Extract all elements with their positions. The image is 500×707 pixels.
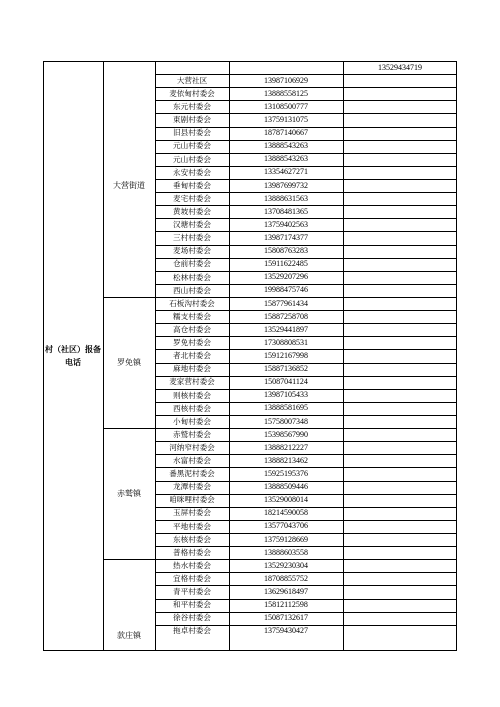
village-name: 宜格村委会 (173, 574, 211, 584)
phone-number: 13577043706 (264, 521, 308, 531)
village-name: 大营社区 (176, 75, 208, 85)
phone-number: 13888558125 (264, 88, 308, 98)
town-name: 款庄镇 (117, 631, 141, 640)
village-name: 普格村委会 (173, 547, 211, 557)
village-name: 和平村委会 (173, 600, 211, 610)
phone-number: 15887136852 (264, 364, 308, 374)
phone-number: 15808763283 (264, 246, 308, 256)
table-border-right (456, 61, 457, 651)
phone-number: 13529008014 (264, 495, 308, 505)
village-name: 平地村委会 (173, 521, 211, 531)
phone-number: 13759131075 (264, 114, 308, 124)
phone-number: 19988475746 (264, 285, 308, 295)
phone-number: 13888581695 (264, 403, 308, 413)
group-line (103, 559, 155, 560)
phone-number: 13354627271 (264, 167, 308, 177)
phone-number: 13987105433 (264, 390, 308, 400)
village-name: 麻地村委会 (173, 364, 211, 374)
village-name: 徐谷村委会 (173, 613, 211, 623)
phone-number: 13888631563 (264, 193, 308, 203)
phone-number: 13759430427 (264, 626, 308, 636)
village-name: 小甸村委会 (173, 416, 211, 426)
phone-number: 13529230304 (264, 560, 308, 570)
village-name: 黄坡村委会 (173, 206, 211, 216)
table-border-bottom (43, 650, 457, 651)
column-line (343, 61, 344, 651)
phone-number: 13529441897 (264, 324, 308, 334)
village-name: 咱咪哩村委会 (169, 495, 215, 505)
phone-number: 13759402563 (264, 219, 308, 229)
town-name: 罗免镇 (117, 357, 141, 367)
phone-number: 18214590058 (264, 508, 308, 518)
village-name: 青平村委会 (173, 587, 211, 597)
village-name: 旧县村委会 (173, 128, 211, 138)
phone-number: 13888509446 (264, 482, 308, 492)
village-name: 高仓村委会 (173, 324, 211, 334)
phone-number: 15812112598 (264, 600, 308, 610)
village-name: 龙潭村委会 (173, 482, 211, 492)
village-name: 仓前村委会 (173, 259, 211, 269)
phone-number: 15398567990 (264, 429, 308, 439)
phone-number: 13888543263 (264, 141, 308, 151)
phone-number: 13888603558 (264, 547, 308, 557)
village-name: 番黑泥村委会 (169, 469, 215, 479)
village-name: 麦依甸村委会 (169, 88, 215, 98)
phone-number: 13708481365 (264, 206, 308, 216)
village-name: 玉屏村委会 (173, 508, 211, 518)
phone-number: 15877961434 (264, 298, 308, 308)
village-name: 东核村委会 (173, 534, 211, 544)
phone-number: 15912167998 (264, 350, 308, 360)
village-name: 松林村委会 (173, 272, 211, 282)
phone-number: 13987106929 (264, 75, 308, 85)
phone-number: 13529207296 (264, 272, 308, 282)
village-name: 西核村委会 (173, 403, 211, 413)
phone-number: 15087041124 (264, 377, 308, 387)
phone-number: 13888543263 (264, 154, 308, 164)
village-name: 垂甸村委会 (173, 180, 211, 190)
village-name: 水富村委会 (173, 456, 211, 466)
village-name: 者北村委会 (173, 351, 211, 361)
phone-number: 18787140667 (264, 128, 308, 138)
village-name: 罗免村委会 (173, 338, 211, 348)
village-name: 拖卓村委会 (173, 626, 211, 636)
village-name: 东元村委会 (173, 102, 211, 112)
village-name: 糯支村委会 (173, 311, 211, 321)
village-name: 元山村委会 (173, 141, 211, 151)
village-name: 麦家营村委会 (169, 377, 215, 387)
town-name: 大营街道 (113, 180, 145, 190)
village-name: 石板沟村委会 (169, 298, 215, 308)
phone-number: 13108500777 (264, 101, 308, 111)
phone-number: 13888213462 (264, 455, 308, 465)
phone-number: 17308808531 (264, 337, 308, 347)
village-name: 汉塘村委会 (173, 220, 211, 230)
village-name: 则核村委会 (173, 390, 211, 400)
phone-number: 15887258708 (264, 311, 308, 321)
village-name: 元山村委会 (173, 154, 211, 164)
village-name: 麦宅村委会 (173, 193, 211, 203)
village-name: 永安村委会 (173, 167, 211, 177)
village-name: 三村村委会 (173, 233, 211, 243)
village-name: 麦场村委会 (173, 246, 211, 256)
village-name: 热水村委会 (173, 560, 211, 570)
phone-number: 13888212227 (264, 442, 308, 452)
phone-number: 15925195376 (264, 468, 308, 478)
phone-number: 15911622485 (264, 259, 308, 269)
category-label: 村（社区）报备电话 (45, 344, 101, 367)
phone-number: 13987174377 (264, 232, 308, 242)
village-name: 河纳窄村委会 (169, 442, 215, 452)
phone-number: 13987699732 (264, 180, 308, 190)
phone-number: 18708855752 (264, 573, 308, 583)
village-name: 西山村委会 (173, 285, 211, 295)
phone-number: 13629618497 (264, 586, 308, 596)
contact-table (43, 61, 457, 651)
phone-number: 15758007348 (264, 416, 308, 426)
phone-number: 15087132617 (264, 613, 308, 623)
phone-number: 13529434719 (378, 62, 422, 72)
village-name: 赤鹫村委会 (173, 429, 211, 439)
village-name: 東剧村委会 (173, 115, 211, 125)
phone-number: 13759128669 (264, 534, 308, 544)
town-name: 赤鹫镇 (117, 488, 141, 498)
